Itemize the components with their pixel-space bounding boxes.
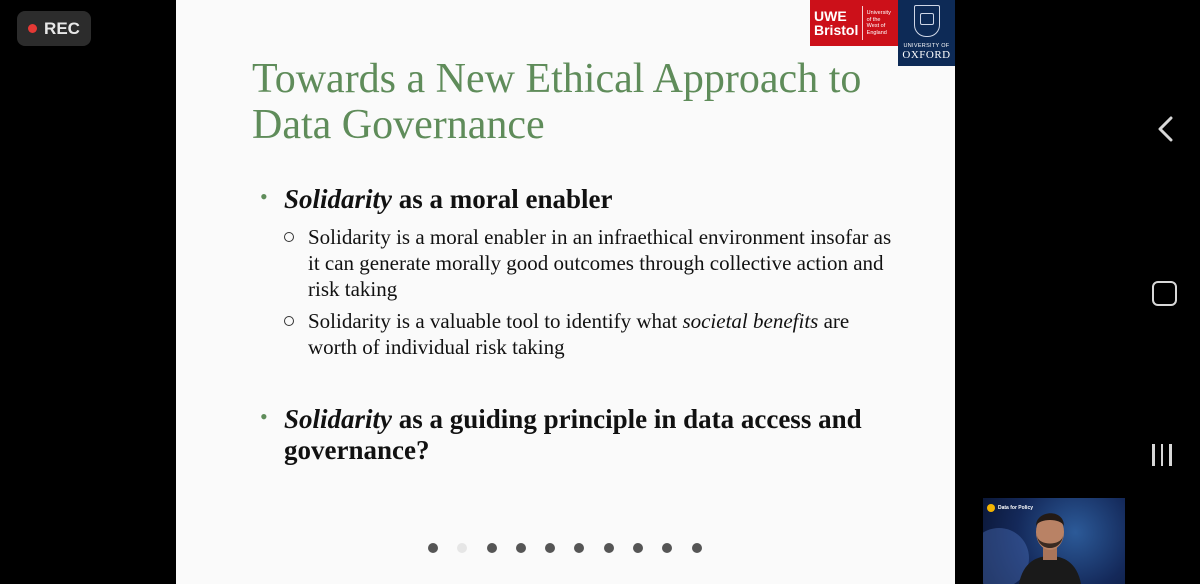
bullet-2	[262, 404, 862, 466]
oxford-logo	[898, 0, 955, 66]
uwe-logo-subtitle: University of the West of England	[866, 10, 891, 36]
oxford-logo-name: OXFORD	[902, 49, 951, 61]
pagination-dot[interactable]	[633, 543, 643, 553]
brand-logo-icon	[987, 504, 995, 512]
slide-pagination	[428, 543, 702, 553]
bullet-2-text: as a guiding principle in data access and governance?	[284, 404, 862, 465]
oxford-logo-prefix: UNIVERSITY OF	[903, 43, 950, 49]
bullet-1-text: as a moral enabler	[392, 184, 613, 214]
recording-indicator	[17, 11, 91, 46]
recent-apps-icon[interactable]	[1152, 444, 1172, 466]
pagination-dot[interactable]	[487, 543, 497, 553]
bullet-1-sub-2	[284, 308, 898, 360]
bullet-1-sub-2-text-before: Solidarity is a valuable tool to identify what	[308, 309, 683, 333]
pagination-dot[interactable]	[604, 543, 614, 553]
bullet-1-sub-2-text-after: are worth of individual risk taking	[308, 309, 850, 359]
sub-bullet-circle-icon	[284, 316, 294, 326]
uwe-logo-name: UWE Bristol	[814, 8, 859, 38]
participant-person-image	[1017, 502, 1083, 584]
pagination-dot[interactable]	[574, 543, 584, 553]
bullet-1-sub-1-text: Solidarity is a moral enabler in an infraethical environment insofar as it can generate morally good outcomes through collective action and risk taking	[308, 225, 892, 301]
recording-dot-icon	[28, 24, 37, 33]
bullet-1-sub-1	[284, 224, 898, 302]
pagination-dot[interactable]	[457, 543, 467, 553]
bullet-1-emphasis: Solidarity	[284, 184, 393, 214]
bullet-1-sub-2-emphasis: societal benefits	[682, 309, 819, 333]
bullet-2-marker: •	[260, 404, 268, 429]
pagination-dot[interactable]	[428, 543, 438, 553]
pagination-dot[interactable]	[692, 543, 702, 553]
pagination-dot[interactable]	[545, 543, 555, 553]
back-icon[interactable]	[1153, 114, 1179, 144]
bullet-1	[262, 184, 613, 215]
slide-title: Towards a New Ethical Approach to Data Governance	[252, 56, 862, 148]
pagination-dot[interactable]	[662, 543, 672, 553]
recording-label: REC	[44, 18, 80, 38]
home-icon[interactable]	[1152, 281, 1177, 306]
participant-video[interactable]	[983, 498, 1125, 584]
bullet-2-emphasis: Solidarity	[284, 404, 393, 434]
bullet-1-marker: •	[260, 184, 268, 209]
sub-bullet-circle-icon	[284, 232, 294, 242]
oxford-crest-icon	[914, 5, 940, 37]
pagination-dot[interactable]	[516, 543, 526, 553]
brand-name: Data for Policy	[998, 505, 1034, 511]
shared-slide	[176, 0, 955, 584]
uwe-bristol-logo	[810, 0, 898, 46]
